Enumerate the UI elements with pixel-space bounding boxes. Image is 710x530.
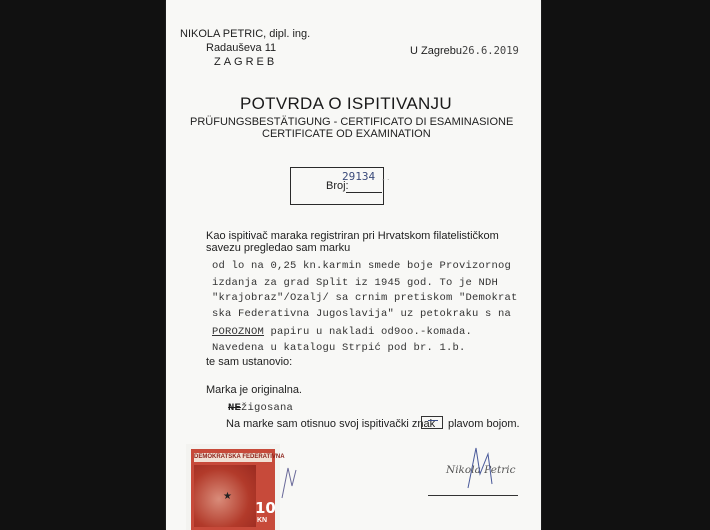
signer-name: Nikola Petric <box>446 464 516 476</box>
postage-stamp <box>186 444 285 530</box>
broj-line <box>346 192 382 193</box>
zigosana-line <box>228 402 293 414</box>
description-line-5 <box>212 326 472 338</box>
issuer-city: ZAGREB <box>214 56 278 68</box>
mark-note-before: Na marke sam otisnuo svoj ispitivački znak <box>226 418 436 430</box>
mark-ink-stroke <box>428 420 438 421</box>
description-line-4: ska Federativna Jugoslavija" uz petokraku s na <box>212 308 512 320</box>
signature-scribble <box>462 444 502 494</box>
place-label: U Zagrebu <box>410 45 462 57</box>
description-line-6: Navedena u katalogu Strpić pod br. 1.b. <box>212 342 466 354</box>
genuine-statement: Marka je originalna. <box>206 384 302 396</box>
certificate-subtitle-2: CERTIFICATE OD EXAMINATION <box>262 128 431 140</box>
intro-line-1: Kao ispitivač maraka registriran pri Hrvatskom filatelističkom <box>206 230 499 242</box>
description-line-3: "krajobraz"/Ozalj/ sa crnim pretiskom "Demokrat <box>212 292 518 304</box>
struck-negation: NE <box>228 402 242 414</box>
description-line-5-rest: papiru u nakladi od9oo.-komada. <box>264 326 473 338</box>
broj-number: 29134 <box>342 170 376 183</box>
paper-type-underlined: POROZNOM <box>212 326 265 338</box>
description-line-2: izdanja za grad Split iz 1945 god. To je NDH <box>212 277 499 289</box>
certificate-title: POTVRDA O ISPITIVANJU <box>240 94 452 113</box>
date-value: 26.6.2019 <box>461 45 519 57</box>
examiner-mark-icon <box>278 462 300 502</box>
certificate-subtitle-1: PRÜFUNGSBESTÄTIGUNG - CERTIFICATO DI ESAMINASIONE <box>190 116 514 128</box>
stamp-overprint-header: DEMOKRATSKA FEDERATIVNA <box>194 454 285 460</box>
mark-note-after: plavom bojom. <box>448 418 520 430</box>
broj-label: Broj: <box>326 180 349 192</box>
star-icon: ★ <box>223 491 232 502</box>
zigosana-text: žigosana <box>241 402 294 414</box>
place-date <box>410 45 519 57</box>
broj-tick-mark: - · <box>382 175 390 184</box>
issuer-name: NIKOLA PETRIC, dipl. ing. <box>180 28 311 40</box>
issuer-street: Radauševa 11 <box>206 42 277 54</box>
stated-line: te sam ustanovio: <box>206 356 293 368</box>
intro-line-2: savezu pregledao sam marku <box>206 242 351 254</box>
stamp-value: 10 <box>255 499 276 517</box>
mark-box <box>421 416 443 429</box>
stamp-currency: KN <box>257 517 268 524</box>
signature-line <box>428 495 518 496</box>
description-line-1: od lo na 0,25 kn.karmin smede boje Provizornog <box>212 260 512 272</box>
stamp-design <box>191 449 285 530</box>
